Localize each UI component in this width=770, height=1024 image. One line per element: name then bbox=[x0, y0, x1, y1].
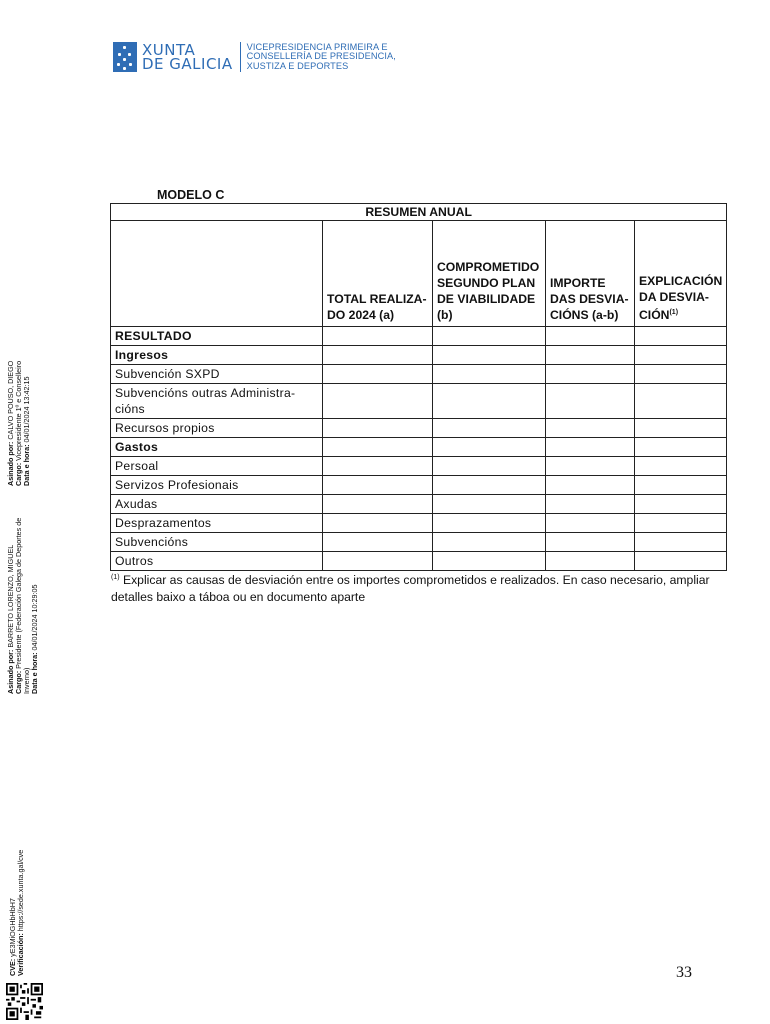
table-cell bbox=[323, 495, 433, 514]
row-label: Servizos Profesionais bbox=[111, 476, 323, 495]
row-label: Subvencións bbox=[111, 533, 323, 552]
table-title: RESUMEN ANUAL bbox=[111, 204, 727, 221]
table-row bbox=[111, 327, 727, 346]
signature-block-2: Asinado por: BARRETO LORENZO, MIGUEL Cargo: Presidente (Federación Galega de Deportes de Inverno) Data e hora: 04/01/2024 10:29:05 bbox=[6, 517, 39, 694]
table-cell bbox=[635, 476, 727, 495]
row-label: Axudas bbox=[111, 495, 323, 514]
table-row bbox=[111, 552, 727, 571]
table-cell bbox=[546, 552, 635, 571]
table-cell bbox=[635, 533, 727, 552]
table-cell bbox=[433, 346, 546, 365]
table-cell bbox=[433, 495, 546, 514]
table-cell bbox=[323, 476, 433, 495]
table-cell bbox=[433, 457, 546, 476]
table-cell bbox=[323, 384, 433, 419]
table-cell bbox=[546, 476, 635, 495]
table-cell bbox=[323, 365, 433, 384]
table-cell bbox=[546, 346, 635, 365]
table-cell bbox=[635, 495, 727, 514]
header-cell-deviation: IMPORTE DAS DESVIA- CIÓNS (a-b) bbox=[546, 221, 635, 327]
table-cell bbox=[433, 552, 546, 571]
table-row bbox=[111, 476, 727, 495]
table-cell bbox=[546, 514, 635, 533]
table-cell bbox=[546, 457, 635, 476]
table-cell bbox=[546, 365, 635, 384]
table-cell bbox=[433, 365, 546, 384]
header-cell-explanation: EXPLICACIÓN DA DESVIA- CIÓN$^{(1)}$ bbox=[635, 221, 727, 327]
table-row bbox=[111, 457, 727, 476]
table-cell bbox=[323, 327, 433, 346]
table-cell bbox=[546, 533, 635, 552]
row-label: Gastos bbox=[111, 438, 323, 457]
table-cell bbox=[546, 438, 635, 457]
logo-wordmark: XUNTA DE GALICIA bbox=[142, 41, 233, 73]
table-title-row bbox=[111, 204, 727, 221]
table-cell bbox=[635, 552, 727, 571]
signature-block-1: Asinado por: CALVO POUSO, DIEGO Cargo: Vicepresidente 1º e Conselleiro Data e hora: 04/01/2024 13:42:15 bbox=[6, 360, 31, 486]
page-number: 33 bbox=[676, 964, 692, 981]
table-cell bbox=[635, 419, 727, 438]
header-cell-committed: COMPROMETIDO SEGUNDO PLAN DE VIABILIDADE (b) bbox=[433, 221, 546, 327]
table-cell bbox=[635, 365, 727, 384]
row-label: Ingresos bbox=[111, 346, 323, 365]
table-cell bbox=[433, 476, 546, 495]
row-label: RESULTADO bbox=[111, 327, 323, 346]
department-name: VICEPRESIDENCIA PRIMEIRA E CONSELLERÍA DE PRESIDENCIA, XUSTIZA E DEPORTES bbox=[246, 41, 396, 71]
table-row bbox=[111, 495, 727, 514]
table-header-row bbox=[111, 221, 727, 327]
table-cell bbox=[433, 514, 546, 533]
summary-table bbox=[110, 203, 727, 571]
table-cell bbox=[635, 384, 727, 419]
row-label: Persoal bbox=[111, 457, 323, 476]
cve-block: CVE: yE3MiOGHbHbH7 Verificación: https://sede.xunta.gal/cve bbox=[8, 849, 25, 976]
row-label: Recursos propios bbox=[111, 419, 323, 438]
header-cell-label bbox=[111, 221, 323, 327]
table-cell bbox=[323, 533, 433, 552]
table-row bbox=[111, 533, 727, 552]
table-cell bbox=[433, 327, 546, 346]
row-label: Desprazamentos bbox=[111, 514, 323, 533]
footnote bbox=[111, 569, 711, 606]
table-cell bbox=[635, 514, 727, 533]
table-cell bbox=[323, 514, 433, 533]
table-cell bbox=[546, 495, 635, 514]
row-label: Subvencións outras Administra- cións bbox=[111, 384, 323, 419]
table-cell bbox=[433, 384, 546, 419]
logo-divider bbox=[240, 42, 241, 72]
model-title: MODELO C bbox=[157, 188, 225, 202]
table-row bbox=[111, 384, 727, 419]
table-cell bbox=[323, 438, 433, 457]
table-cell bbox=[323, 346, 433, 365]
table-cell bbox=[323, 457, 433, 476]
table-cell bbox=[635, 346, 727, 365]
table-cell bbox=[546, 384, 635, 419]
table-row bbox=[111, 514, 727, 533]
row-label: Outros bbox=[111, 552, 323, 571]
table-row bbox=[111, 346, 727, 365]
table-cell bbox=[635, 327, 727, 346]
qr-code-icon bbox=[6, 983, 43, 1020]
xunta-emblem-icon bbox=[113, 42, 137, 72]
footnote-text: Explicar as causas de desviación entre os importes comprometidos e realizados. En caso necesario, ampliar detalles baixo a táboa ou en documento aparte bbox=[111, 573, 710, 605]
table-row bbox=[111, 419, 727, 438]
table-cell bbox=[635, 457, 727, 476]
header-cell-total: TOTAL REALIZA- DO 2024 (a) bbox=[323, 221, 433, 327]
footnote-mark: (1) bbox=[111, 574, 120, 581]
table-row bbox=[111, 438, 727, 457]
table-row bbox=[111, 365, 727, 384]
table-cell bbox=[323, 419, 433, 438]
table-cell bbox=[635, 438, 727, 457]
table-cell bbox=[546, 327, 635, 346]
table-cell bbox=[433, 438, 546, 457]
table-cell bbox=[323, 552, 433, 571]
xunta-logo bbox=[113, 40, 396, 74]
table-cell bbox=[433, 419, 546, 438]
row-label: Subvención SXPD bbox=[111, 365, 323, 384]
table-cell bbox=[433, 533, 546, 552]
table-cell bbox=[546, 419, 635, 438]
